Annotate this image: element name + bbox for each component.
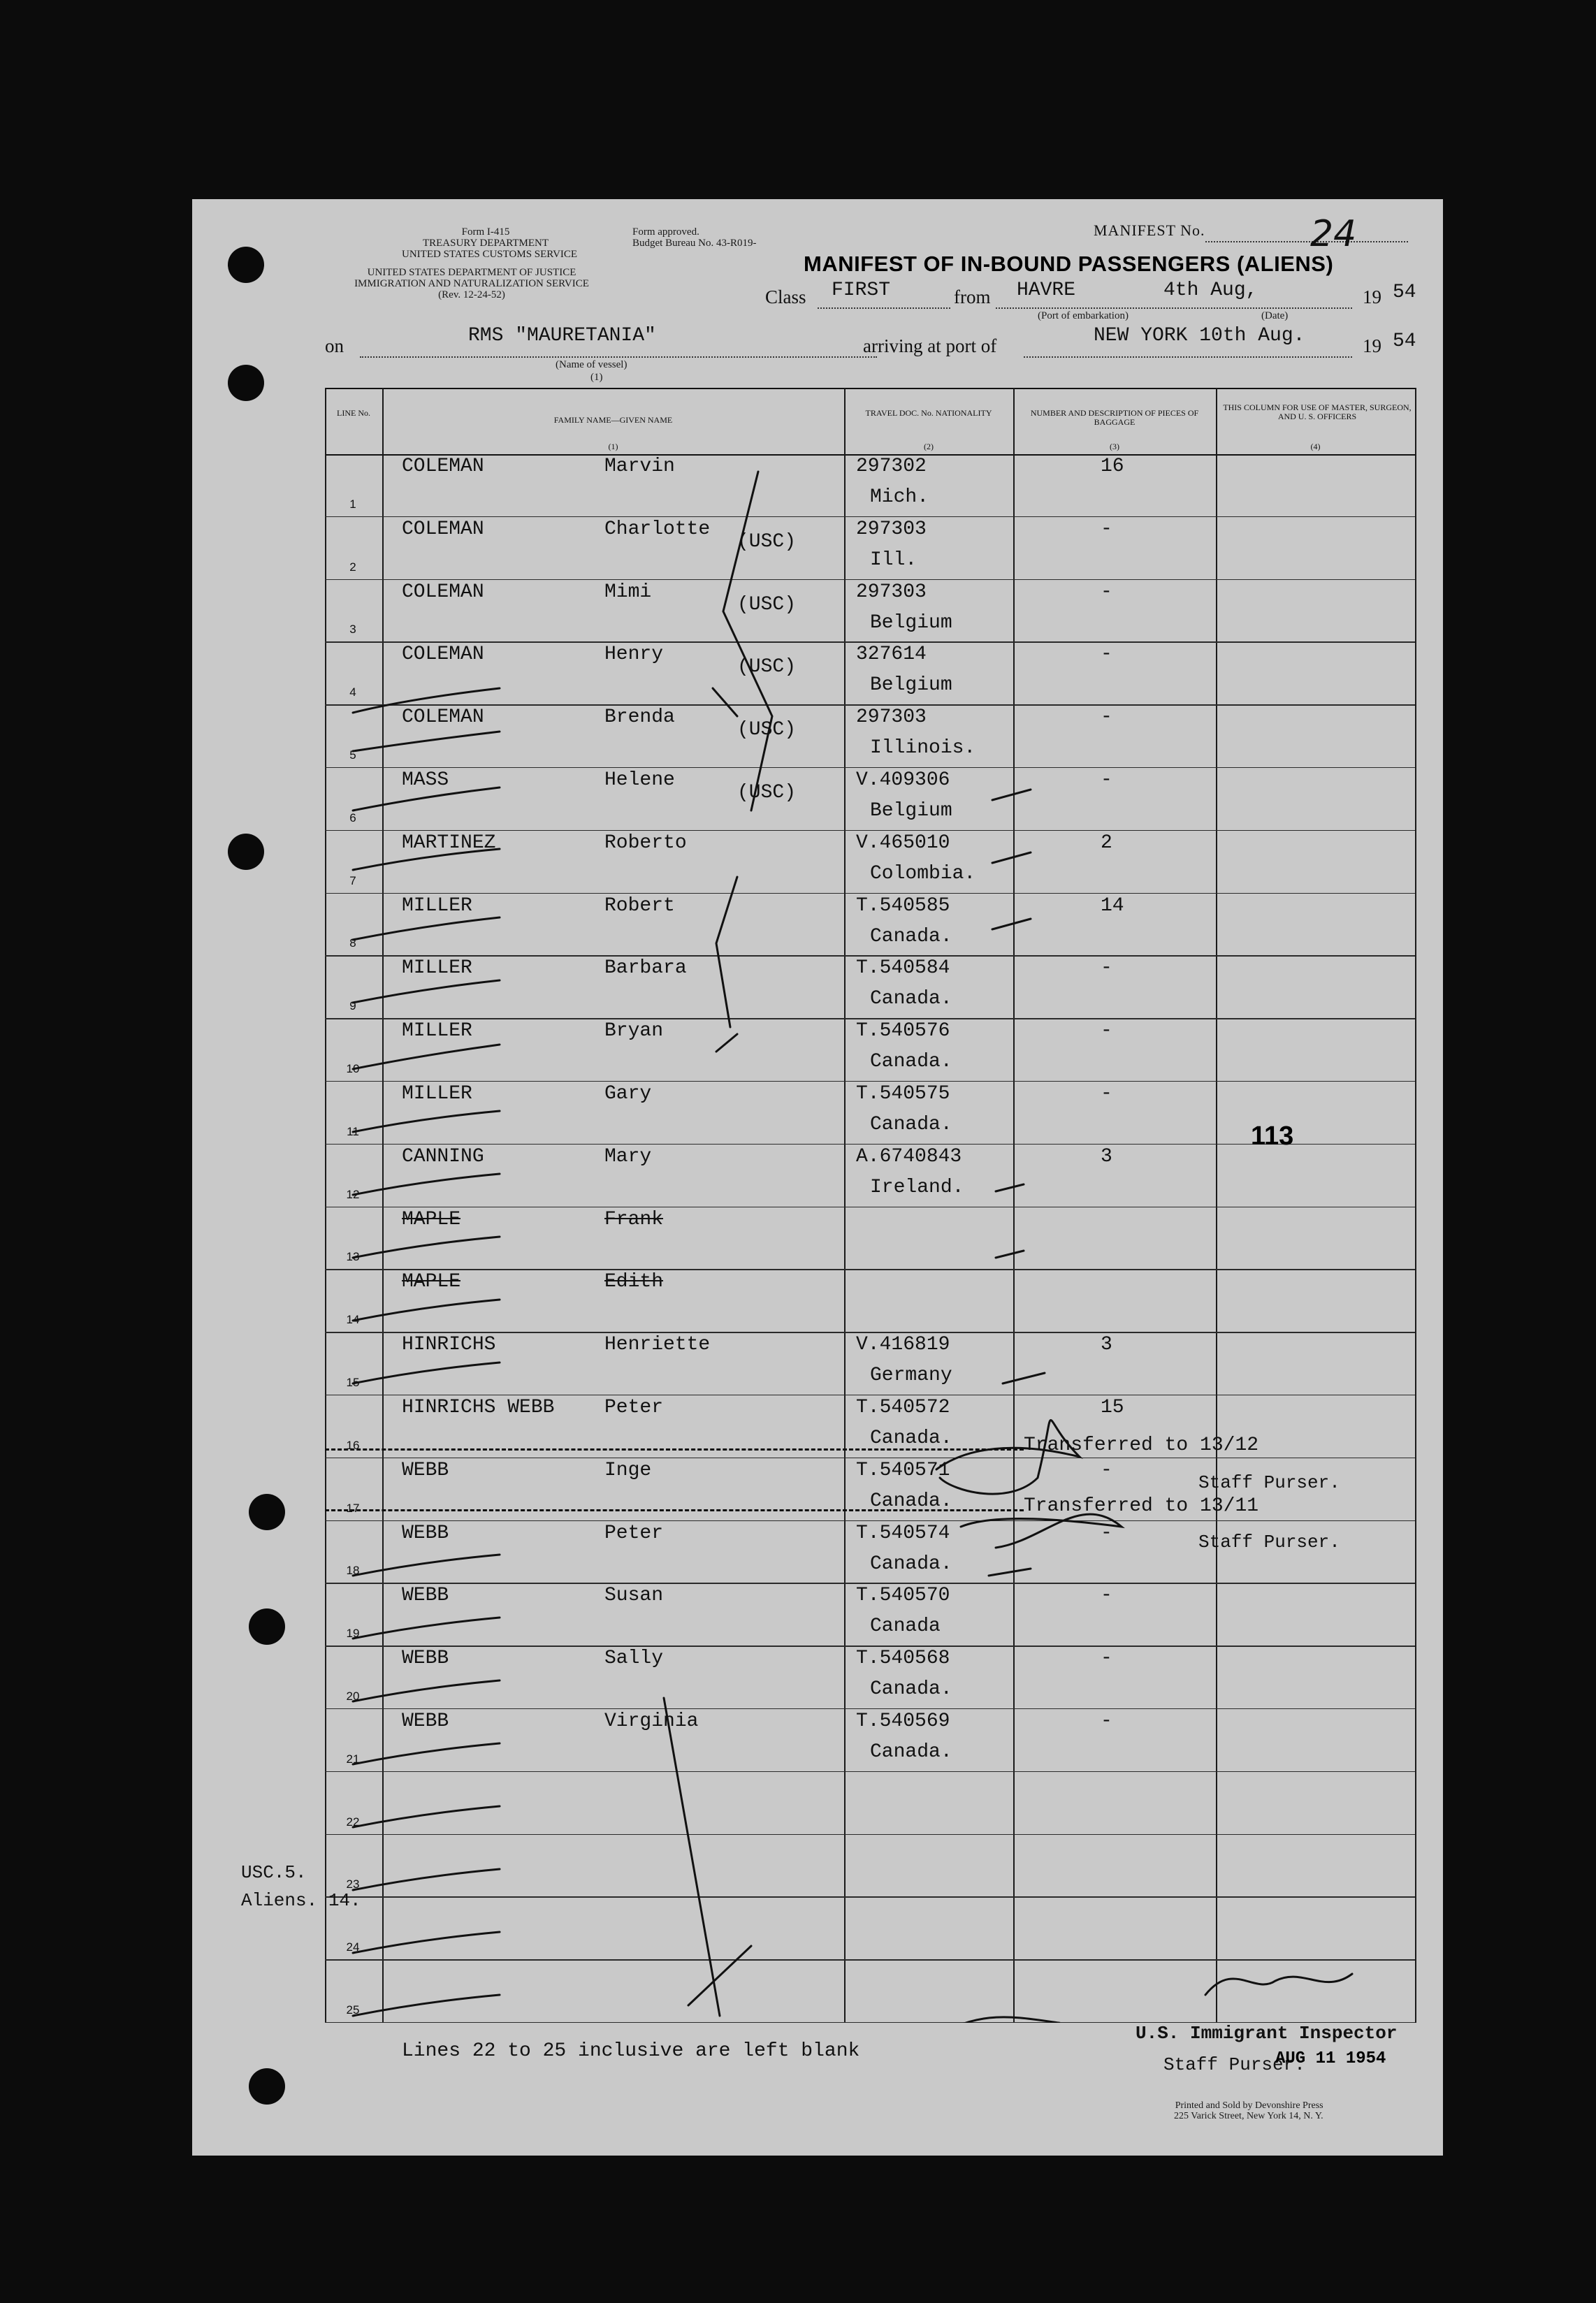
family-name: WEBB: [402, 1522, 449, 1544]
baggage-count: -: [1101, 1522, 1112, 1544]
family-name: WEBB: [402, 1585, 449, 1607]
binder-hole: [228, 834, 264, 870]
travel-doc-no: V.416819: [856, 1334, 950, 1356]
nationality: Canada.: [870, 1553, 952, 1575]
year2-value: 54: [1393, 330, 1416, 352]
staff-purser-1: Staff Purser.: [1198, 1472, 1340, 1493]
travel-doc-no: T.540569: [856, 1710, 950, 1732]
line-number: 1: [349, 497, 356, 511]
nationality: Canada.: [870, 1741, 952, 1763]
family-name: COLEMAN: [402, 644, 484, 666]
family-name: MILLER: [402, 1083, 472, 1105]
baggage-count: -: [1101, 706, 1112, 729]
col-bag-num: (3): [1110, 442, 1119, 451]
usc-mark: (USC): [737, 782, 797, 804]
nationality: Germany: [870, 1365, 952, 1387]
baggage-count: 2: [1101, 831, 1112, 854]
nationality: Belgium: [870, 611, 952, 634]
staff-purser-3: Staff Purser.: [1163, 2054, 1305, 2075]
given-name: Helene: [604, 769, 675, 791]
date-caption: (Date): [1261, 310, 1289, 321]
travel-doc-no: T.540572: [856, 1397, 950, 1418]
col-doc-num: (2): [924, 442, 934, 451]
given-name: Inge: [604, 1459, 652, 1481]
nationality: Illinois.: [870, 737, 976, 760]
vessel-caption-num: (1): [590, 372, 603, 383]
baggage-count: -: [1101, 1083, 1112, 1105]
line-number: 3: [349, 623, 356, 637]
travel-doc-no: T.540576: [856, 1020, 950, 1042]
family-name: WEBB: [402, 1459, 449, 1481]
inspection-date-stamp: AUG 11 1954: [1275, 2049, 1386, 2068]
family-name: MARTINEZ: [402, 831, 496, 854]
travel-doc-no: T.540585: [856, 894, 950, 917]
line-number: 8: [349, 936, 356, 950]
family-name: COLEMAN: [402, 518, 484, 540]
travel-doc-no: T.540584: [856, 957, 950, 980]
col-officer-use: THIS COLUMN FOR USE OF MASTER, SURGEON, AND U. S. OFFICERS: [1223, 402, 1412, 422]
year2-prefix: 19: [1363, 335, 1381, 356]
line-number: 9: [349, 999, 356, 1013]
travel-doc-no: V.465010: [856, 831, 950, 854]
given-name: Barbara: [604, 957, 687, 980]
travel-doc-no: 297303: [856, 706, 927, 729]
family-name: MAPLE: [402, 1271, 461, 1293]
line-number: 4: [349, 685, 356, 699]
nationality: Mich.: [870, 486, 929, 508]
col-travel-doc: TRAVEL DOC. No. NATIONALITY: [865, 408, 992, 418]
form-id: Form I-415: [461, 226, 510, 238]
nationality: Colombia.: [870, 862, 976, 885]
class-line: [818, 307, 950, 309]
nationality: Canada.: [870, 988, 952, 1010]
nationality: Canada.: [870, 1490, 952, 1512]
baggage-count: -: [1101, 644, 1112, 666]
given-name: Peter: [604, 1397, 664, 1418]
given-name: Edith: [604, 1271, 664, 1293]
travel-doc-no: 297303: [856, 518, 927, 540]
travel-doc-no: T.540570: [856, 1585, 950, 1607]
family-name: COLEMAN: [402, 706, 484, 729]
given-name: Robert: [604, 894, 675, 917]
travel-doc-no: T.540571: [856, 1459, 950, 1481]
baggage-count: -: [1101, 957, 1112, 980]
transfer-note-2: Transferred to 13/11: [1024, 1495, 1259, 1517]
line-number: 17: [346, 1501, 360, 1515]
travel-doc-no: T.540575: [856, 1083, 950, 1105]
family-name: MILLER: [402, 957, 472, 980]
family-name: HINRICHS WEBB: [402, 1397, 555, 1418]
line-number: 14: [346, 1313, 360, 1327]
travel-doc-no: A.6740843: [856, 1145, 962, 1168]
inspector-stamp: U.S. Immigrant Inspector: [1136, 2023, 1398, 2044]
line-number: 21: [346, 1752, 360, 1766]
line-number: 7: [349, 873, 356, 887]
manifest-page: [192, 199, 1443, 2156]
line-number: 15: [346, 1375, 360, 1389]
family-name: COLEMAN: [402, 581, 484, 603]
nationality: Canada.: [870, 925, 952, 947]
line-number: 13: [346, 1250, 360, 1264]
baggage-count: -: [1101, 769, 1112, 791]
given-name: Sally: [604, 1648, 664, 1670]
family-name: MASS: [402, 769, 449, 791]
travel-doc-no: V.409306: [856, 769, 950, 791]
form-header-left: [402, 226, 578, 260]
line-number: 16: [346, 1438, 360, 1452]
form-approval: Form approved. Budget Bureau No. 43-R019-: [632, 226, 757, 249]
justice-header: [325, 268, 618, 300]
aliens-count: Aliens. 14.: [241, 1890, 361, 1911]
class-value: FIRST: [832, 279, 891, 301]
class-label: Class: [765, 286, 806, 307]
binder-hole: [249, 1494, 285, 1530]
family-name: WEBB: [402, 1710, 449, 1732]
col-line-no: LINE No.: [337, 408, 370, 418]
manifest-no-line: [1205, 241, 1408, 242]
vessel-line: [360, 356, 877, 358]
port-embarkation: HAVRE: [1017, 279, 1076, 301]
nationality: Belgium: [870, 800, 952, 822]
baggage-count: -: [1101, 1459, 1112, 1481]
travel-doc-no: 297303: [856, 581, 927, 603]
binder-hole: [249, 1608, 285, 1645]
baggage-count: -: [1101, 518, 1112, 540]
nationality: Canada: [870, 1615, 941, 1638]
from-line: [996, 307, 1352, 309]
arriving-label: arriving at port of: [863, 335, 997, 356]
nationality: Canada.: [870, 1427, 952, 1449]
baggage-count: -: [1101, 1710, 1112, 1732]
travel-doc-no: T.540568: [856, 1648, 950, 1670]
manifest-title: MANIFEST OF IN-BOUND PASSENGERS (ALIENS): [804, 252, 1334, 276]
officer-mark: 113: [1251, 1121, 1294, 1151]
nationality: Ireland.: [870, 1176, 964, 1198]
given-name: Frank: [604, 1208, 664, 1230]
line-number: 24: [346, 1940, 360, 1954]
col-name-num: (1): [608, 442, 618, 451]
manifest-no-label: MANIFEST No.: [1094, 221, 1205, 239]
family-name: HINRICHS: [402, 1334, 496, 1356]
travel-doc-no: 297302: [856, 456, 927, 477]
line-number: 11: [347, 1124, 359, 1138]
family-name: CANNING: [402, 1145, 484, 1168]
line-number: 20: [346, 1689, 360, 1703]
family-name: COLEMAN: [402, 456, 484, 477]
year-prefix: 19: [1363, 286, 1381, 307]
arrival-line: [1024, 356, 1352, 358]
baggage-count: 3: [1101, 1145, 1112, 1168]
baggage-count: 3: [1101, 1334, 1112, 1356]
nationality: Canada.: [870, 1114, 952, 1135]
col-name: FAMILY NAME—GIVEN NAME: [553, 415, 673, 425]
travel-doc-no: 327614: [856, 644, 927, 666]
revision: (Rev. 12-24-52): [438, 289, 505, 300]
given-name: Mary: [604, 1145, 652, 1168]
line-number: 10: [346, 1061, 360, 1075]
baggage-count: -: [1101, 1020, 1112, 1042]
justice-dept: UNITED STATES DEPARTMENT OF JUSTICE: [367, 267, 576, 278]
given-name: Henriette: [604, 1334, 711, 1356]
given-name: Henry: [604, 644, 664, 666]
handwritten-marks: [325, 388, 1415, 2023]
nationality: Canada.: [870, 1678, 952, 1701]
arrival-port-date: NEW YORK 10th Aug.: [1094, 325, 1305, 347]
given-name: Brenda: [604, 706, 675, 729]
given-name: Virginia: [604, 1710, 699, 1732]
nationality: Ill.: [870, 548, 917, 571]
usc-mark: (USC): [737, 656, 797, 678]
blank-lines-note: Lines 22 to 25 inclusive are left blank: [402, 2040, 860, 2062]
binder-hole: [228, 247, 264, 283]
line-number: 22: [346, 1815, 360, 1829]
year-value: 54: [1393, 282, 1416, 303]
family-name: MILLER: [402, 894, 472, 917]
baggage-count: -: [1101, 1648, 1112, 1670]
usc-count: USC.5.: [241, 1862, 307, 1883]
line-number: 5: [349, 748, 356, 762]
family-name: WEBB: [402, 1648, 449, 1670]
line-number: 2: [349, 560, 356, 574]
usc-mark: (USC): [737, 530, 797, 553]
printer-imprint: Printed and Sold by Devonshire Press 225 Varick Street, New York 14, N. Y.: [1174, 2100, 1323, 2121]
given-name: Roberto: [604, 831, 687, 854]
usc-mark: (USC): [737, 719, 797, 741]
nationality: Belgium: [870, 674, 952, 697]
line-number: 19: [346, 1627, 360, 1641]
line-number: 25: [346, 2003, 360, 2017]
vessel-name: RMS "MAURETANIA": [468, 325, 656, 347]
col-baggage: NUMBER AND DESCRIPTION OF PIECES OF BAGGAGE: [1030, 408, 1199, 428]
given-name: Bryan: [604, 1020, 664, 1042]
given-name: Charlotte: [604, 518, 711, 540]
ins-service: IMMIGRATION AND NATURALIZATION SERVICE: [354, 277, 589, 289]
line-number: 6: [349, 811, 356, 824]
given-name: Mimi: [604, 581, 652, 603]
transfer-note-1: Transferred to 13/12: [1024, 1434, 1259, 1456]
from-label: from: [954, 286, 991, 307]
baggage-count: -: [1101, 1585, 1112, 1607]
baggage-count: -: [1101, 581, 1112, 603]
treasury-dept: TREASURY DEPARTMENT: [422, 237, 549, 249]
family-name: MILLER: [402, 1020, 472, 1042]
travel-doc-no: T.540574: [856, 1522, 950, 1544]
given-name: Marvin: [604, 456, 675, 477]
staff-purser-2: Staff Purser.: [1198, 1532, 1340, 1553]
baggage-count: 16: [1101, 456, 1124, 477]
line-number: 18: [346, 1564, 360, 1578]
manifest-table: [325, 388, 1415, 2075]
given-name: Gary: [604, 1083, 652, 1105]
nationality: Canada.: [870, 1051, 952, 1073]
baggage-count: 15: [1101, 1397, 1124, 1418]
baggage-count: 14: [1101, 894, 1124, 917]
given-name: Peter: [604, 1522, 664, 1544]
port-caption: (Port of embarkation): [1038, 310, 1129, 321]
family-name: MAPLE: [402, 1208, 461, 1230]
line-number: 12: [346, 1187, 360, 1201]
manifest-no-value: 24: [1310, 213, 1357, 255]
col-use-num: (4): [1310, 442, 1321, 451]
binder-hole: [249, 2068, 285, 2105]
binder-hole: [228, 365, 264, 401]
embark-date: 4th Aug,: [1163, 279, 1258, 301]
given-name: Susan: [604, 1585, 664, 1607]
vessel-caption: (Name of vessel): [556, 359, 627, 370]
on-label: on: [325, 335, 344, 356]
usc-mark: (USC): [737, 593, 797, 616]
line-number: 23: [346, 1877, 360, 1891]
customs-service: UNITED STATES CUSTOMS SERVICE: [402, 248, 578, 260]
